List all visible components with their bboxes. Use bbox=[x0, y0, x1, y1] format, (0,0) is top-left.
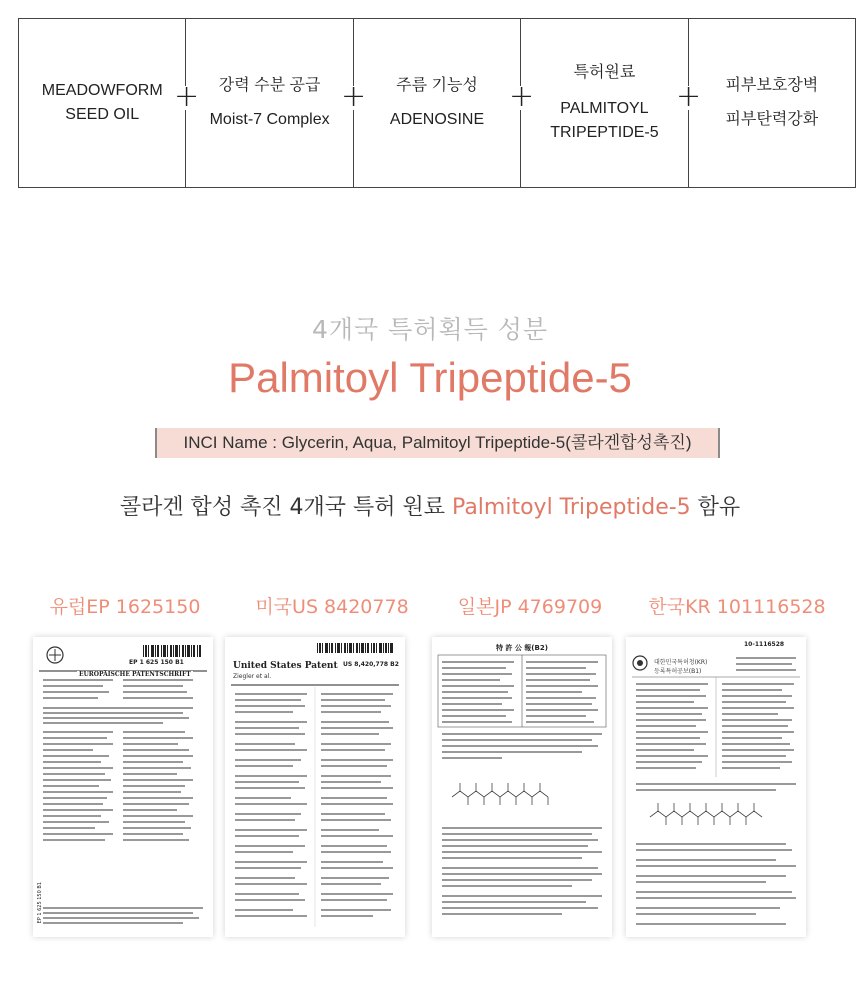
ingredient-line: ADENOSINE bbox=[389, 111, 485, 128]
plus-icon: + bbox=[676, 79, 702, 114]
patent-document-ep bbox=[33, 637, 213, 937]
patent-title: United States Patent bbox=[233, 661, 338, 671]
description-text: 함유 bbox=[690, 495, 741, 520]
patent-number: US 8,420,778 B2 bbox=[343, 661, 399, 668]
ingredient-line: TRIPEPTIDE-5 bbox=[550, 124, 659, 141]
ingredient-cell-adenosine bbox=[354, 19, 521, 187]
ingredient-cell-palmitoyl bbox=[521, 19, 688, 187]
patent-label-kr: 한국KR 101116528 bbox=[648, 596, 826, 618]
plus-icon: + bbox=[509, 79, 535, 114]
document-text-lines bbox=[626, 637, 806, 937]
patent-side-number: EP 1 625 150 B1 bbox=[37, 881, 43, 923]
ingredient-line: 피부보호장벽 bbox=[725, 77, 819, 94]
document-text-lines bbox=[432, 637, 612, 937]
ingredient-line: 특허원료 bbox=[573, 64, 636, 81]
description bbox=[0, 490, 860, 521]
ingredient-line: MEADOWFORM bbox=[41, 82, 163, 99]
ingredient-cell-meadowfoam bbox=[19, 19, 186, 187]
patent-title: 대한민국특허청(KR) bbox=[654, 659, 708, 666]
ingredient-cell-barrier bbox=[689, 19, 855, 187]
ingredient-line: 주름 기능성 bbox=[396, 77, 478, 94]
main-title: Palmitoyl Tripeptide-5 bbox=[228, 354, 632, 401]
ingredient-line: 강력 수분 공급 bbox=[218, 77, 321, 94]
document-text-lines bbox=[33, 637, 213, 937]
patent-number: EP 1 625 150 B1 bbox=[129, 659, 184, 666]
patent-label-us: 미국US 8420778 bbox=[255, 596, 409, 618]
patent-subtitle: 등록특허공보(B1) bbox=[654, 668, 702, 675]
ingredient-cell-moist7 bbox=[186, 19, 353, 187]
patent-number: 10-1116528 bbox=[744, 641, 785, 648]
patent-subtitle: Ziegler et al. bbox=[233, 673, 272, 680]
patent-document-jp bbox=[432, 637, 612, 937]
document-text-lines bbox=[225, 637, 405, 937]
ingredient-table bbox=[18, 18, 856, 188]
ingredient-line: PALMITOYL bbox=[560, 100, 649, 117]
patent-title: EUROPÄISCHE PATENTSCHRIFT bbox=[79, 671, 191, 678]
inci-name: INCI Name : Glycerin, Aqua, Palmitoyl Tripeptide-5(콜라겐합성촉진) bbox=[155, 428, 720, 458]
plus-icon: + bbox=[341, 79, 367, 114]
plus-icon: + bbox=[174, 79, 200, 114]
patent-document-us bbox=[225, 637, 405, 937]
patent-label-ep: 유럽EP 1625150 bbox=[49, 596, 201, 618]
description-highlight: Palmitoyl Tripeptide-5 bbox=[452, 495, 691, 520]
patent-document-kr bbox=[626, 637, 806, 937]
ingredient-line: 피부탄력강화 bbox=[725, 111, 819, 128]
ingredient-line: SEED OIL bbox=[65, 106, 140, 123]
sub-heading: 4개국 특허획득 성분 bbox=[312, 315, 548, 344]
ingredient-line: Moist-7 Complex bbox=[209, 111, 330, 128]
patent-number: 特 許 公 報(B2) bbox=[496, 644, 548, 652]
description-text: 콜라겐 합성 촉진 4개국 특허 원료 bbox=[119, 495, 453, 520]
patent-label-jp: 일본JP 4769709 bbox=[457, 596, 603, 618]
